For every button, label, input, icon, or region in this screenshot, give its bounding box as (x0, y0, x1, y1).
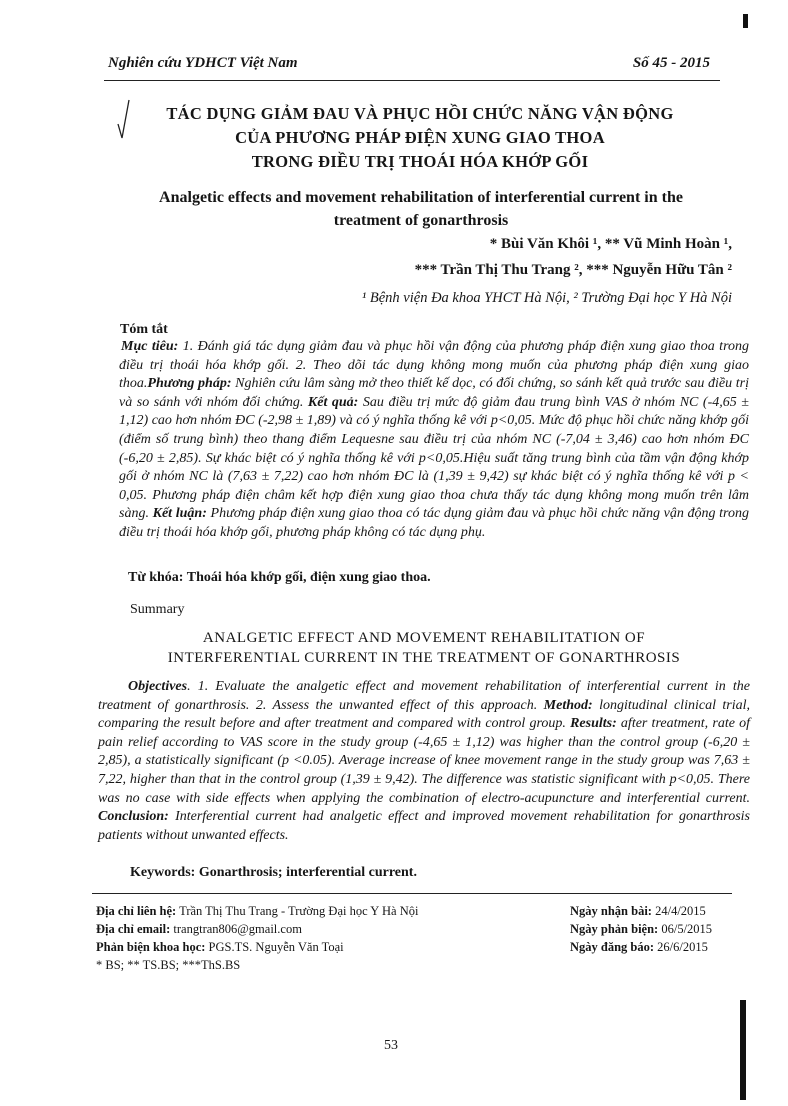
scan-edge-mark-top (743, 14, 748, 28)
reviewer-text: PGS.TS. Nguyễn Văn Toại (205, 940, 344, 954)
keywords-text: Thoái hóa khớp gối, điện xung giao thoa. (183, 570, 431, 585)
abstract-heading-vietnamese: Tóm tắt (120, 322, 168, 337)
title-vietnamese-line: TRONG ĐIỀU TRỊ THOÁI HÓA KHỚP GỐI (251, 152, 589, 171)
results-label: Results: (570, 716, 617, 732)
objectives-text: . 1. Evaluate the analgetic effect and movement rehabilitation of interferential current in the treatment of gonarthrosis. 2. Assess the unwanted effect of this approach. (98, 679, 750, 713)
title-vietnamese (100, 102, 740, 174)
date-received-text: 24/4/2015 (651, 904, 706, 918)
authors-line-1: * Bùi Văn Khôi ¹, ** Vũ Minh Hoàn ¹, (489, 236, 732, 252)
date-reviewed-label: Ngày phản biện: (570, 922, 659, 936)
conclusion-text: Interferential current had analgetic effect and improved movement rehabilitation for gonarthrosis patients without unwanted effects. (98, 809, 750, 843)
abstract-english (98, 678, 750, 845)
summary-label: Summary (130, 602, 185, 617)
date-published (570, 938, 712, 956)
title-english-caps (96, 628, 752, 668)
date-received (570, 902, 712, 920)
abstract-vietnamese (119, 338, 749, 543)
title-english-line: treatment of gonarthrosis (333, 212, 509, 229)
page-number: 53 (384, 1038, 398, 1053)
conclusion-label: Kết luận: (152, 506, 207, 522)
header-divider (104, 80, 720, 81)
journal-name: Nghiên cứu YDHCT Việt Nam (108, 55, 298, 71)
conclusion-text: Phương pháp điện xung giao thoa có tác dụng giảm đau và phục hồi chức năng vận động trong điều trị thoái hóa khớp gối, phương pháp không có tác dụng phụ. (119, 506, 749, 540)
contact-info (96, 902, 418, 974)
affiliations: ¹ Bệnh viện Đa khoa YHCT Hà Nội, ² Trường Đại học Y Hà Nội (361, 290, 732, 306)
contact-address-text: Trần Thị Thu Trang - Trường Đại học Y Hà Nội (176, 904, 419, 918)
contact-email-text: trangtran806@gmail.com (170, 922, 302, 936)
title-english-caps-line: INTERFERENTIAL CURRENT IN THE TREATMENT OF GONARTHROSIS (167, 650, 681, 666)
keywords-text: Gonarthrosis; interferential current. (195, 865, 417, 880)
objective-text: 1. Đánh giá tác dụng giảm đau và phục hồi vận động của phương pháp điện xung giao thoa trong điều trị thoái hóa khớp gối. 2. Theo dõi tác dụng không mong muốn của phương pháp điện xung giao thoa. (119, 339, 750, 392)
date-reviewed-text: 06/5/2015 (658, 922, 713, 936)
title-english-caps-line: ANALGETIC EFFECT AND MOVEMENT REHABILITATION OF (202, 630, 646, 646)
scan-edge-mark-bottom (740, 1000, 746, 1100)
method-text: longitudinal clinical trial, comparing the result before and after treatment and compared with control group. (98, 697, 750, 732)
footer-divider (92, 893, 732, 894)
author-degrees: * BS; ** TS.BS; ***ThS.BS (96, 958, 241, 972)
keywords-label: Từ khóa: (128, 570, 184, 585)
results-label: Kết quả: (307, 394, 359, 410)
date-reviewed (570, 920, 712, 938)
conclusion-label: Conclusion: (98, 809, 169, 825)
authors-line-2: *** Trần Thị Thu Trang ², *** Nguyễn Hữu Tân ² (414, 262, 732, 278)
reviewer (96, 938, 418, 956)
title-english-line: Analgetic effects and movement rehabilitation of interferential current in the (159, 189, 683, 206)
results-text: Sau điều trị mức độ giảm đau trung bình VAS ở nhóm NC (-4,65 ± 1,12) cao hơn nhóm ĐC (-2,98 ± 1,89) và có ý nghĩa thống kê với p<0,05. Mức độ phục hồi chức năng khớp gối (điểm số trung bình) theo thang điểm Lequesne sau điều trị của nhóm NC (-7,04 ± 3,46) cao hơn nhóm ĐC (-6,20 ± 2,85). Sự khác biệt có ý nghĩa thống kê với p<0,05.Hiệu suất tăng trung bình của tầm vận động khớp gối ở nhóm NC là (7,63 ± 7,22) cao hơn nhóm ĐC là (1,39 ± 9,42) sự khác biệt có ý nghĩa thống kê với p < 0,05. Phương pháp điện châm kết hợp điện xung giao thoa chưa thấy tác dụng không mong muốn trên lâm sàng. (119, 394, 749, 522)
results-text: after treatment, rate of pain relief according to VAS score in the study group (-4,65 ± 1,12) was higher than the control group (-6,20 ± 2,85), a statistically significant (p <0.05). Average increase of knee movement range in the study group was 7,63 ± 7,22, higher than that in the control group (1,39 ± 9,42). The difference was statistic significant with p<0,05. There was no case with side effects when applying the combination of electro-acupuncture and interferential current. (98, 716, 750, 806)
method-label: Method: (543, 697, 593, 713)
title-vietnamese-line: CỦA PHƯƠNG PHÁP ĐIỆN XUNG GIAO THOA (235, 128, 605, 147)
method-text: Nghiên cứu lâm sàng mở theo thiết kế dọc, có đối chứng, so sánh kết quả trước sau điều trị và so sánh với nhóm đối chứng. (119, 376, 749, 410)
date-published-label: Ngày đăng báo: (570, 940, 655, 954)
contact-address (96, 902, 418, 920)
objectives-label: Objectives (128, 679, 188, 694)
title-english (96, 186, 746, 232)
reviewer-label: Phản biện khoa học: (96, 940, 206, 954)
issue-number: Số 45 - 2015 (632, 55, 710, 71)
contact-email-label: Địa chỉ email: (96, 922, 171, 936)
keywords-english (130, 865, 417, 881)
objective-label: Mục tiêu: (121, 339, 179, 354)
keywords-vietnamese (128, 570, 431, 586)
title-vietnamese-line: TÁC DỤNG GIẢM ĐAU VÀ PHỤC HỒI CHỨC NĂNG VẬN ĐỘNG (166, 104, 674, 123)
keywords-label: Keywords: (130, 865, 196, 880)
date-received-label: Ngày nhận bài: (570, 904, 652, 918)
date-published-text: 26/6/2015 (654, 940, 708, 954)
publication-dates (570, 902, 712, 956)
contact-address-label: Địa chỉ liên hệ: (96, 904, 177, 918)
contact-email (96, 920, 418, 938)
method-label: Phương pháp: (147, 376, 232, 392)
